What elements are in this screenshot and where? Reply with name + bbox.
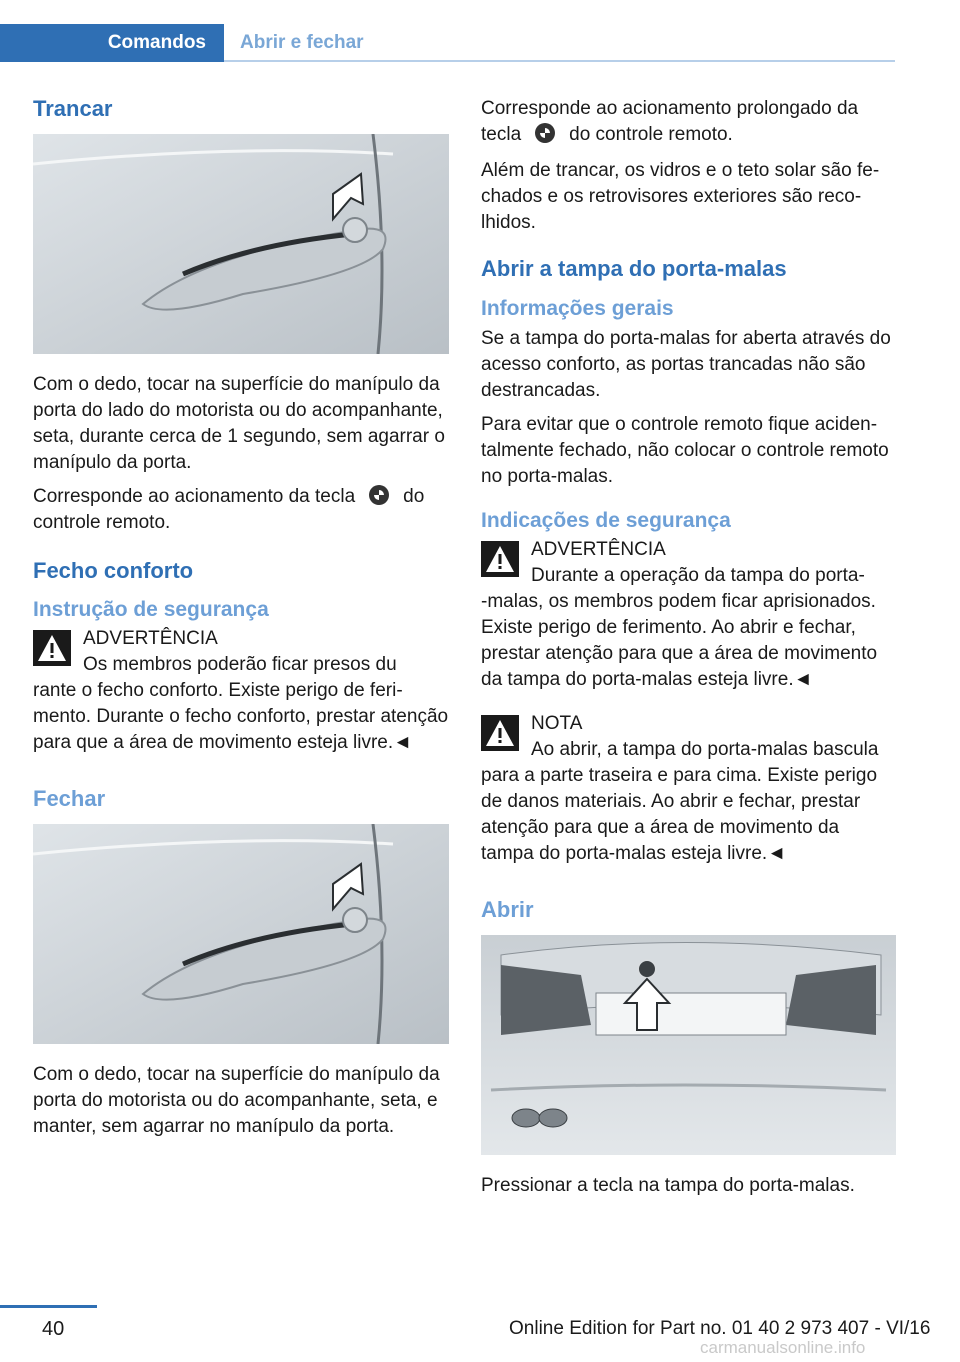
note-title: NOTA (531, 712, 583, 734)
left-column (33, 96, 449, 1148)
trunk-lid-image (481, 935, 896, 1155)
warning-title: ADVERTÊNCIA (83, 627, 218, 649)
warning-title: ADVERTÊNCIA (531, 538, 666, 560)
section-title-abrir: Abrir (481, 896, 534, 922)
subsection-title-instrucao: Instrução de segurança (33, 597, 269, 621)
remote-key-icon (369, 485, 389, 505)
info-text-2: Para evitar que o controle remoto fique acidentalmente fechado, não colocar o controle remoto no porta-malas. (481, 413, 889, 487)
warning-text-first: Durante a operação da tampa do porta- (531, 564, 865, 586)
warning-block-2 (481, 537, 896, 693)
door-handle-close-image (33, 824, 449, 1044)
section-title-abrir-tampa: Abrir a tampa do porta-malas (481, 256, 787, 281)
info-text-1: Se a tampa do porta-malas for aberta através do acesso conforto, as portas trancadas não são destrancadas. (481, 327, 891, 401)
section-title-trancar: Trancar (33, 96, 113, 121)
door-handle-lock-image (33, 134, 449, 354)
note-triangle-icon (481, 715, 519, 751)
trancar-text-2: Corresponde ao acionamento da tecla do controle remoto. (33, 486, 425, 534)
fechar-text: Com o dedo, tocar na superfície do manípulo da porta do motorista ou do acompanhante, seta, e manter, sem agarrar no manípulo da porta. (33, 1064, 440, 1138)
subsection-title-indicacoes: Indicações de segurança (481, 508, 731, 532)
header-bar (0, 0, 895, 62)
warning-block-1 (33, 626, 449, 756)
trancar-text-1: Com o dedo, tocar na superfície do manípulo da porta do lado do motorista ou do acompanhante, seta, durante cerca de 1 segundo, sem agarrar o manípulo da porta. (33, 374, 445, 474)
page-number: 40 (42, 1318, 65, 1340)
section-title-fechar: Fechar (33, 785, 106, 811)
note-block (481, 711, 896, 867)
footer-divider (0, 1305, 97, 1308)
right-text-2: Além de trancar, os vidros e o teto solar são fechados e os retrovisores exteriores são recolhidos. (481, 160, 880, 233)
header-divider (224, 60, 895, 62)
warning-triangle-icon (33, 630, 71, 666)
abrir-text: Pressionar a tecla na tampa do porta-malas. (481, 1175, 855, 1197)
watermark: carmanualsonline.info (700, 1338, 866, 1357)
remote-key-icon (535, 123, 555, 143)
tab-abrir-e-fechar[interactable]: Abrir e fechar (240, 32, 364, 53)
warning-text-rest: -malas, os membros podem ficar aprisionados. Existe perigo de ferimento. Ao abrir e fechar, prestar atenção para que a área de movimento da tampa do porta-malas esteja livre.◄ (481, 590, 878, 690)
section-title-fecho-conforto: Fecho conforto (33, 558, 194, 584)
note-text-first: Ao abrir, a tampa do porta-malas bascula (531, 738, 879, 760)
warning-triangle-icon (481, 541, 519, 577)
tab-comandos[interactable]: Comandos (0, 24, 224, 62)
subsection-title-informacoes: Informações gerais (481, 297, 674, 321)
right-column (481, 96, 896, 1207)
warning-text-first: Os membros poderão ficar presos du (83, 653, 397, 675)
warning-text-rest: rante o fecho conforto. Existe perigo de ferimento. Durante o fecho conforto, prestar atenção para que a área de movimento esteja livre.◄ (33, 679, 449, 753)
edition-text: Online Edition for Part no. 01 40 2 973 407 - VI/16 (509, 1318, 931, 1339)
note-text-rest: para a parte traseira e para cima. Existe perigo de danos materiais. Ao abrir e fechar, prestar atenção para que a área de movimento da tampa do porta-malas esteja livre.◄ (481, 764, 878, 864)
right-text-1: Corresponde ao acionamento prolongado da tecla do controle remoto. (481, 98, 859, 145)
